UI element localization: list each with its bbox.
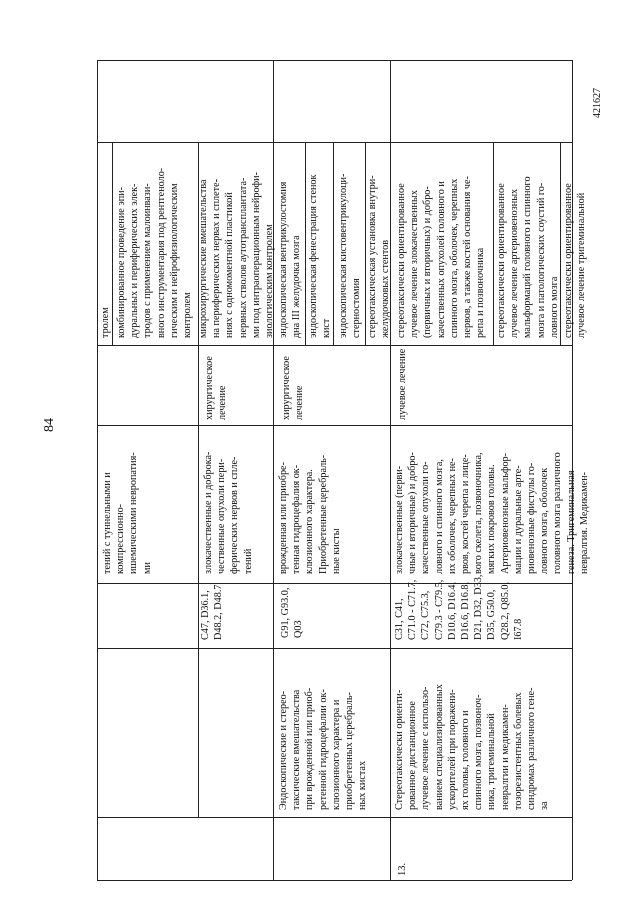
row-13-method-2: стереотаксически ориентированное лучевое лечение артериовенозных мальформаций головного и спинного мозга и патологических соустий го- ловного мозга: [496, 176, 560, 338]
endo-method-2: эндоскопическая фенестрация стенок кист: [308, 174, 333, 338]
endo-method-1: эндоскопическая вентрикулостомия дна III желудочка мозга: [278, 181, 303, 338]
endo-method-4: стереотаксическая установка внутри- желудочковых стентов: [367, 175, 392, 338]
table-border-top: [97, 60, 572, 61]
table-border-left: [97, 60, 98, 880]
cont-method-combined: комбинированное проведение эпи- дуральных и периферических элек- тродов с применением малоинвази- вного инструментария под рентгеноло- гическим и нейрофизиологическим контролем: [116, 167, 194, 338]
endo-codes-cell: G91, G93.0, Q03: [280, 587, 305, 638]
tumors-diseases-cell: злокачественные и доброка- чественные опухоли пери- ферических нервов и спле- тений: [203, 451, 254, 574]
col-line-1: [97, 817, 572, 818]
row-13-method-1: стереотаксически ориентированное лучевое лечение злокачественных (первичных и вторичных) и добро- качественных опухолей головного и спинного мозга, оболочек, черепных нервов, а также костей основания че- репа и позвоночника: [396, 176, 487, 338]
tumors-method-cell: микрохирургические вмешательства на периферических нервах и сплете- ниях с одномоментной пластикой нервных стволов аутотрансплантата- ми под интраоперационным нейрофи- зиологическим контролем: [198, 171, 276, 338]
cont-method-head: тролем: [100, 307, 111, 338]
row-13-treatment-cell: лучевое лечение: [397, 348, 408, 420]
col-line-2: [97, 648, 572, 649]
col-line-6: [97, 142, 572, 143]
table-border-bottom: [97, 880, 572, 881]
endo-name-cell: Эндоскопические и стерео- таксические вмешательства при врожденной или приоб- ретенной гидроцефалии ок- клюзионного характера и приобретенных церебраль- ных кистах: [278, 687, 369, 810]
cont-diseases-cell: тений с туннельными и компрессионно- ишемическими невропатия- ми: [102, 452, 153, 574]
document-number: 421627: [592, 88, 603, 118]
endo-method-3: эндоскопическая кистовентрикулоци- стерностомия: [338, 173, 363, 338]
method-divider-1: [305, 142, 306, 345]
row-13-name-cell: Стереотаксически ориенти- рованное дистанционное лучевое лечение с использо- ванием специализированных ускорителей при поражени- ях головы, головного и спинного мозга, позвоноч- ника, тригеминальной невралгии и медикамен- тозорезистентных болевых синдромах различного гене- за: [394, 684, 551, 810]
endo-treatment-cell: хирургическое лечение: [281, 356, 306, 420]
method-divider-4: [493, 142, 494, 345]
row-13-diseases-cell: злокачественные (перви- чные и вторичные) и добро- качественные опухоли го- ловного и спинного мозга, их оболочек, черепных не- рвов, костей черепа и лице- вого скелета, позвоночника, мягких покровов головы. Артериовенозные мальфор- мации и дуральные арте- риовенозные фистулы го- ловного мозга, оболочек головного мозга различного генеза. Тригеминальная невралгия. Медикамен-: [394, 452, 590, 574]
col-line-5: [97, 345, 572, 346]
tumors-codes-cell: C47, D36.1, D48.2, D48.7: [200, 584, 225, 640]
page-number: 84: [42, 418, 57, 432]
endo-diseases-cell: врожденная или приобре- тенная гидроцефалия ок- клюзионного характера. Приобретенные церебраль- ные кисты: [278, 454, 342, 574]
row-13-codes-cell: C31, C41, C71.0 - C71.7, C72, C75.3, C79.3 - C79.5, D10.6, D16.4, D16.6, D16.8, D21, D32, D33, D35, G50.0, Q28.2, Q85.0, I67.8: [394, 574, 524, 640]
row-13-method-3: стереотаксически ориентированное лучевое лечение тригеминальной: [563, 183, 588, 338]
tumors-treatment-cell: хирургическое лечение: [204, 356, 229, 420]
row-13-number: 13.: [397, 862, 408, 876]
